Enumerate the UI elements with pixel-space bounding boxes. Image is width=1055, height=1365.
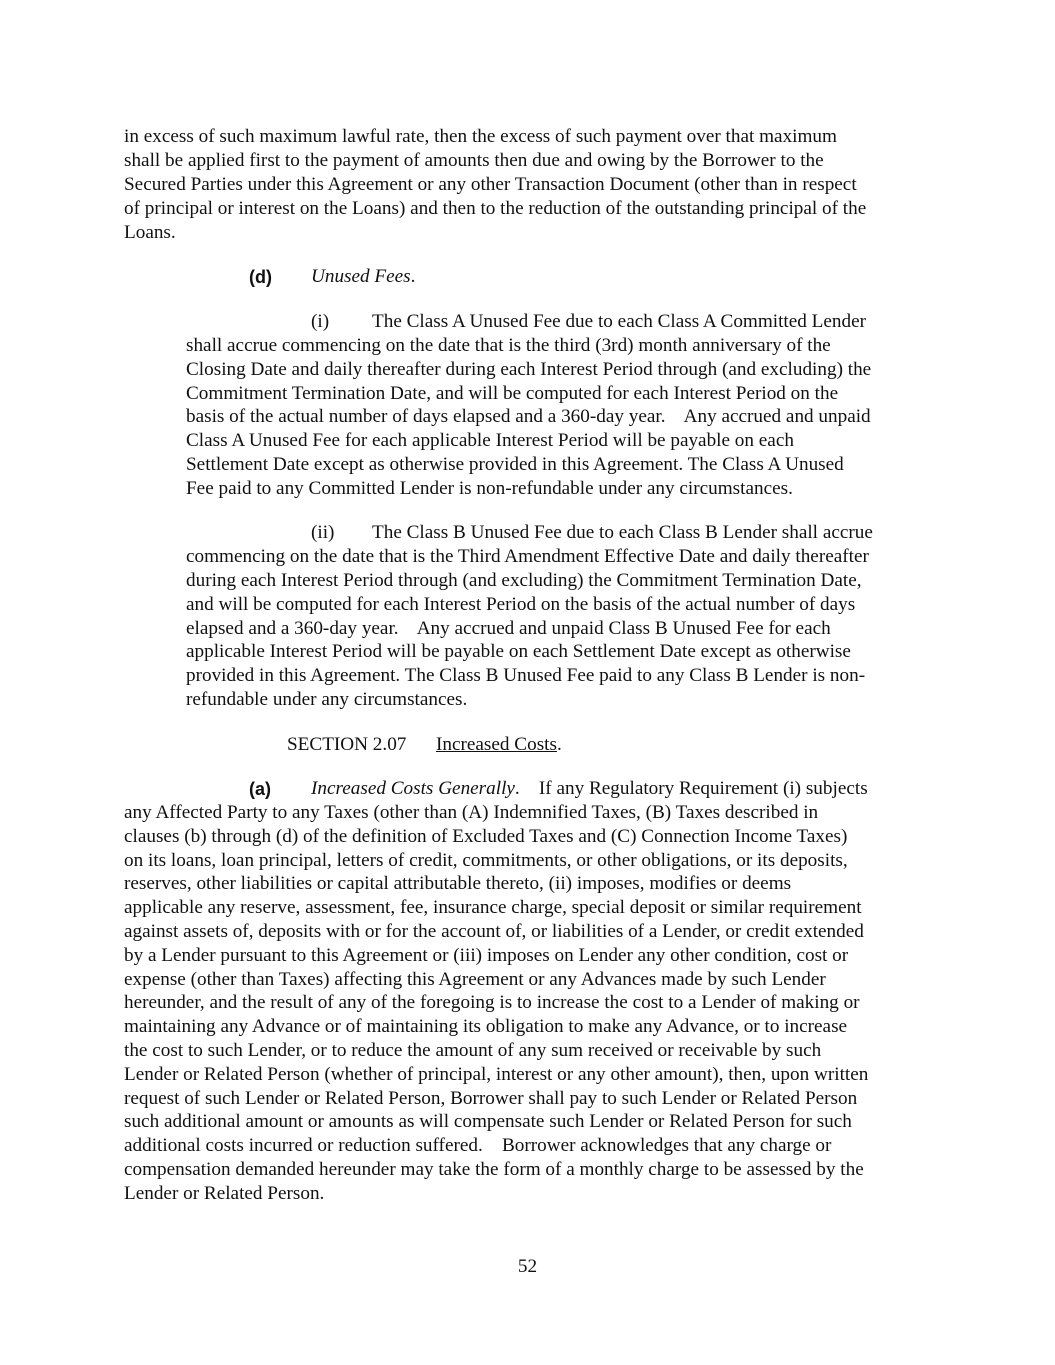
section-d-label: (d)	[249, 267, 272, 287]
item-i-first-line: The Class A Unused Fee due to each Class A Committed Lender	[372, 311, 867, 332]
section-a-line: hereunder, and the result of any of the foregoing is to increase the cost to a Lender of making or	[124, 992, 860, 1013]
intro-line: of principal or interest on the Loans) and then to the reduction of the outstanding principal of the	[124, 198, 867, 219]
item-i-number: (i)	[311, 311, 330, 332]
section-a-line: clauses (b) through (d) of the definition of Excluded Taxes and (C) Connection Income Taxes)	[124, 826, 848, 847]
section-d-title-wrap	[311, 265, 415, 289]
section-a-line: on its loans, loan principal, letters of credit, commitments, or other obligations, or its deposits,	[124, 850, 848, 871]
item-i-line: Settlement Date except as otherwise provided in this Agreement. The Class A Unused	[186, 454, 844, 475]
item-ii-line: provided in this Agreement. The Class B Unused Fee paid to any Class B Lender is non-	[186, 665, 866, 686]
intro-line: shall be applied first to the payment of amounts then due and owing by the Borrower to the	[124, 150, 824, 171]
section-207-title-punct: .	[556, 734, 562, 755]
item-ii-line: and will be computed for each Interest Period on the basis of the actual number of days	[186, 594, 856, 615]
section-a-line: by a Lender pursuant to this Agreement or (iii) imposes on Lender any other condition, cost or	[124, 945, 849, 966]
section-a-first-line	[311, 777, 868, 801]
item-ii-line: applicable Interest Period will be payable on each Settlement Date except as otherwise	[186, 641, 851, 662]
section-a-line: against assets of, deposits with or for the account of, or liabilities of a Lender, or credit extended	[124, 921, 864, 942]
item-i-line: Closing Date and daily thereafter during each Interest Period through (and excluding) the	[186, 359, 872, 380]
intro-line: Secured Parties under this Agreement or any other Transaction Document (other than in respect	[124, 174, 857, 195]
section-a-title-punct: .	[514, 778, 520, 799]
section-a-line: reserves, other liabilities or capital attributable thereto, (ii) imposes, modifies or deems	[124, 873, 792, 894]
section-a-line: expense (other than Taxes) affecting this Agreement or any Advances made by such Lender	[124, 969, 826, 990]
item-i-line: basis of the actual number of days elapsed and a 360-day year. Any accrued and unpaid	[186, 406, 871, 427]
section-a-line: maintaining any Advance or of maintaining its obligation to make any Advance, or to increase	[124, 1016, 848, 1037]
section-d-title-punct: .	[410, 266, 416, 287]
item-ii-line: during each Interest Period through (and excluding) the Commitment Termination Date,	[186, 570, 862, 591]
page-number: 52	[517, 1256, 538, 1277]
item-ii-line: refundable under any circumstances.	[186, 689, 468, 710]
section-a-line: applicable any reserve, assessment, fee, insurance charge, special deposit or similar requirement	[124, 897, 862, 918]
section-a-line: additional costs incurred or reduction suffered. Borrower acknowledges that any charge or	[124, 1135, 832, 1156]
item-i-line: Class A Unused Fee for each applicable Interest Period will be payable on each	[186, 430, 794, 451]
section-a-line: Lender or Related Person (whether of principal, interest or any other amount), then, upon written	[124, 1064, 869, 1085]
section-207-title: Increased Costs	[436, 734, 557, 755]
item-ii-number: (ii)	[311, 522, 335, 543]
intro-line: in excess of such maximum lawful rate, then the excess of such payment over that maximum	[124, 126, 837, 147]
section-a-title: Increased Costs Generally	[311, 778, 515, 799]
item-i-line: Fee paid to any Committed Lender is non-refundable under any circumstances.	[186, 478, 793, 499]
section-a-line: the cost to such Lender, or to reduce the amount of any sum received or receivable by such	[124, 1040, 822, 1061]
item-ii-first-line: The Class B Unused Fee due to each Class B Lender shall accrue	[372, 522, 873, 543]
section-a-label: (a)	[249, 779, 271, 799]
section-a-line: Lender or Related Person.	[124, 1183, 325, 1204]
section-a-line: any Affected Party to any Taxes (other than (A) Indemnified Taxes, (B) Taxes described in	[124, 802, 819, 823]
section-a-line: compensation demanded hereunder may take the form of a monthly charge to be assessed by the	[124, 1159, 864, 1180]
section-207-title-wrap	[436, 733, 562, 757]
section-207-number: SECTION 2.07	[287, 734, 407, 755]
item-ii-line: elapsed and a 360-day year. Any accrued and unpaid Class B Unused Fee for each	[186, 618, 831, 639]
item-i-line: Commitment Termination Date, and will be computed for each Interest Period on the	[186, 383, 839, 404]
section-a-line: such additional amount or amounts as will compensate such Lender or Related Person for such	[124, 1111, 852, 1132]
section-a-line: request of such Lender or Related Person, Borrower shall pay to such Lender or Related Person	[124, 1088, 858, 1109]
item-i-line: shall accrue commencing on the date that is the third (3rd) month anniversary of the	[186, 335, 831, 356]
section-d-title: Unused Fees	[311, 266, 411, 287]
item-ii-line: commencing on the date that is the Third Amendment Effective Date and daily thereafter	[186, 546, 869, 567]
intro-line: Loans.	[124, 222, 176, 243]
section-a-first-line-rest: If any Regulatory Requirement (i) subjects	[538, 778, 868, 799]
